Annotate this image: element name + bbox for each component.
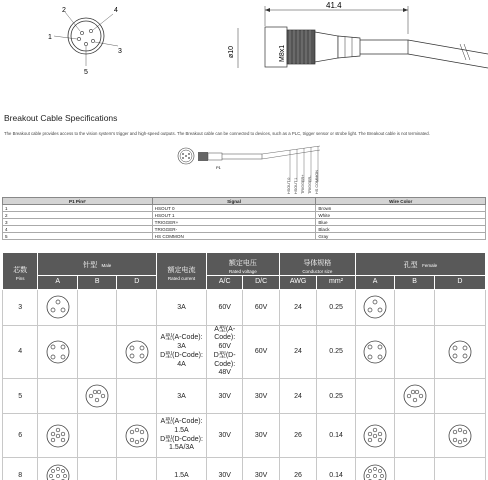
wire-label-1: HSOUT 0 <box>287 177 291 194</box>
vac-d-code-value: 48V <box>218 369 231 377</box>
header-male-cn: 针型 <box>83 262 98 270</box>
cell-signal: HSOUT 1 <box>152 212 316 219</box>
current-d-code-label: D型(D-Code): <box>160 351 203 359</box>
empty-cell <box>117 379 157 414</box>
cell-pin: 1 <box>3 205 153 212</box>
subheader-mm2: mm² <box>317 275 356 289</box>
cell-signal: TRIGGER+ <box>152 219 316 226</box>
header-pins-cn: 芯数 <box>13 267 28 274</box>
female-a-8pin-icon <box>355 458 395 480</box>
current-a-code-value: 3A <box>177 343 186 351</box>
header-conductor <box>279 253 355 276</box>
empty-cell <box>395 414 435 458</box>
subheader-female-a: A <box>355 275 395 289</box>
pin-label-2: 2 <box>62 7 66 14</box>
current-a-code-label: A型(A-Code): <box>160 334 203 342</box>
vac-d-code-label: D型(D-Code): <box>213 351 236 368</box>
current-a-code-label: A型(A-Code): <box>160 418 203 426</box>
table-row <box>3 205 486 212</box>
header-female-cn: 孔型 <box>403 262 418 270</box>
cell-awg: 24 <box>279 379 316 414</box>
cell-pin: 4 <box>3 226 153 233</box>
dim-thread: M8x1 <box>279 44 286 62</box>
table-row-5pin <box>3 379 486 414</box>
table-row <box>3 233 486 240</box>
header-male <box>38 253 157 276</box>
cell-current: 3A <box>157 379 207 414</box>
cell-vdc: 30V <box>243 458 279 480</box>
subheader-male-d: D <box>117 275 157 289</box>
header-female-en: Female <box>422 263 438 269</box>
table-row-3pin <box>3 289 486 325</box>
cell-pin: 3 <box>3 219 153 226</box>
empty-cell <box>38 379 78 414</box>
table-row-4pin <box>3 325 486 379</box>
empty-cell <box>117 458 157 480</box>
cell-vdc: 60V <box>243 289 279 325</box>
cell-pin: 2 <box>3 212 153 219</box>
cell-color: Black <box>316 226 486 233</box>
pin-label-5: 5 <box>84 69 88 76</box>
cell-signal: HS COMMON <box>152 233 316 240</box>
subheader-awg: AWG <box>279 275 316 289</box>
cell-signal: TRIGGER- <box>152 226 316 233</box>
subheader-male-a: A <box>38 275 78 289</box>
empty-cell <box>434 379 485 414</box>
cell-mm2: 0.14 <box>317 414 356 458</box>
cell-color: Brown <box>316 205 486 212</box>
current-a-code-value: 1.5A <box>174 426 189 434</box>
header-conductor-cn: 导体规格 <box>303 260 332 267</box>
female-d-4pin-icon <box>434 325 485 379</box>
female-a-4pin-icon <box>355 325 395 379</box>
header-female <box>355 253 485 276</box>
cell-awg: 24 <box>279 289 316 325</box>
connector-face-view <box>48 7 122 76</box>
current-d-code-label: D型(D-Code): <box>160 435 203 443</box>
table-row <box>3 219 486 226</box>
cell-pins: 3 <box>3 289 38 325</box>
cell-current <box>157 325 207 379</box>
cell-pin: 5 <box>3 233 153 240</box>
header-current-cn: 额定电流 <box>167 267 196 274</box>
male-d-4pin-icon <box>117 325 157 379</box>
cell-vac: 30V <box>206 379 242 414</box>
col-header-signal: Signal <box>152 198 316 205</box>
pinout-table <box>2 197 486 240</box>
cell-vac: 30V <box>206 414 242 458</box>
male-a-3pin-icon <box>38 289 78 325</box>
dim-length: 41.4 <box>326 1 342 10</box>
table-row <box>3 226 486 233</box>
pin-label-3: 3 <box>118 48 122 55</box>
connector-spec-table <box>2 252 486 480</box>
empty-cell <box>117 289 157 325</box>
dim-diameter: ø10 <box>228 45 235 58</box>
current-d-code-value: 1.5A/3A <box>169 444 194 452</box>
cell-mm2: 0.25 <box>317 289 356 325</box>
male-a-6pin-icon <box>38 414 78 458</box>
pin-label-4: 4 <box>114 7 118 14</box>
empty-cell <box>355 379 395 414</box>
male-d-6pin-icon <box>117 414 157 458</box>
cell-pins: 4 <box>3 325 38 379</box>
empty-cell <box>395 458 435 480</box>
section-title: Breakout Cable Specifications <box>4 113 118 123</box>
cell-pins: 5 <box>3 379 38 414</box>
wire-label-5: HS COMMON <box>315 169 319 194</box>
header-pins-en: Pins <box>15 275 25 281</box>
subheader-male-b: B <box>77 275 117 289</box>
vac-a-code-value: 60V <box>218 343 231 351</box>
wire-label-4: TRIGGER- <box>308 175 312 194</box>
cell-color: Blue <box>316 219 486 226</box>
empty-cell <box>395 325 435 379</box>
female-a-3pin-icon <box>355 289 395 325</box>
subheader-female-d: D <box>434 275 485 289</box>
cell-mm2: 0.25 <box>317 379 356 414</box>
male-a-8pin-icon <box>38 458 78 480</box>
wire-label-3: TRIGGER+ <box>301 174 305 194</box>
table-row <box>3 212 486 219</box>
cell-vdc: 30V <box>243 379 279 414</box>
connector-drawing <box>0 0 488 100</box>
cell-current <box>157 414 207 458</box>
male-a-4pin-icon <box>38 325 78 379</box>
female-d-6pin-icon <box>434 414 485 458</box>
cell-current: 1.5A <box>157 458 207 480</box>
p1-label: P1 <box>216 165 221 170</box>
cell-pins: 8 <box>3 458 38 480</box>
empty-cell <box>434 289 485 325</box>
empty-cell <box>77 458 117 480</box>
header-voltage-cn: 额定电压 <box>228 260 257 267</box>
current-d-code-value: 4A <box>177 360 186 368</box>
header-pins <box>3 253 38 290</box>
pin-label-1: 1 <box>48 34 52 41</box>
cell-awg: 26 <box>279 414 316 458</box>
subheader-dc: D/C <box>243 275 279 289</box>
section-description: The Breakout cable provides access to the vision system's trigger and high-speed outputs. The Breakout cable can be connected to devices, such as a PLC, trigger sensor or strobe light. The Breakout cable is not terminated. <box>4 131 430 136</box>
cell-vdc: 60V <box>243 325 279 379</box>
male-b-5pin-icon <box>77 379 117 414</box>
header-voltage <box>206 253 279 276</box>
cell-mm2: 0.25 <box>317 325 356 379</box>
cell-color: White <box>316 212 486 219</box>
subheader-female-b: B <box>395 275 435 289</box>
cell-vac: 30V <box>206 458 242 480</box>
header-current-en: Rated current <box>167 275 196 281</box>
header-male-en: Male <box>101 263 112 269</box>
cell-vac: 60V <box>206 289 242 325</box>
empty-cell <box>77 289 117 325</box>
col-header-wire-color: Wire Color <box>316 198 486 205</box>
empty-cell <box>77 325 117 379</box>
cell-mm2: 0.14 <box>317 458 356 480</box>
header-voltage-en: Rated voltage <box>229 268 257 274</box>
female-b-5pin-icon <box>395 379 435 414</box>
table-row-8pin <box>3 458 486 480</box>
connector-side-view <box>228 1 488 68</box>
table-row-6pin <box>3 414 486 458</box>
cell-current: 3A <box>157 289 207 325</box>
empty-cell <box>434 458 485 480</box>
wire-label-2: HSOUT 1 <box>294 177 298 194</box>
col-header-pin: P1 Pin# <box>3 198 153 205</box>
breakout-cable-drawing <box>0 138 488 196</box>
subheader-ac: A/C <box>206 275 242 289</box>
empty-cell <box>395 289 435 325</box>
header-conductor-en: Conductor size <box>302 268 333 274</box>
cell-vdc: 30V <box>243 414 279 458</box>
cell-signal: HSOUT 0 <box>152 205 316 212</box>
header-current <box>157 253 207 290</box>
empty-cell <box>77 414 117 458</box>
female-a-6pin-icon <box>355 414 395 458</box>
cell-awg: 26 <box>279 458 316 480</box>
cell-color: Gray <box>316 233 486 240</box>
cell-awg: 24 <box>279 325 316 379</box>
cell-vac <box>206 325 242 379</box>
cell-pins: 6 <box>3 414 38 458</box>
vac-a-code-label: A型(A-Code): <box>214 325 236 342</box>
